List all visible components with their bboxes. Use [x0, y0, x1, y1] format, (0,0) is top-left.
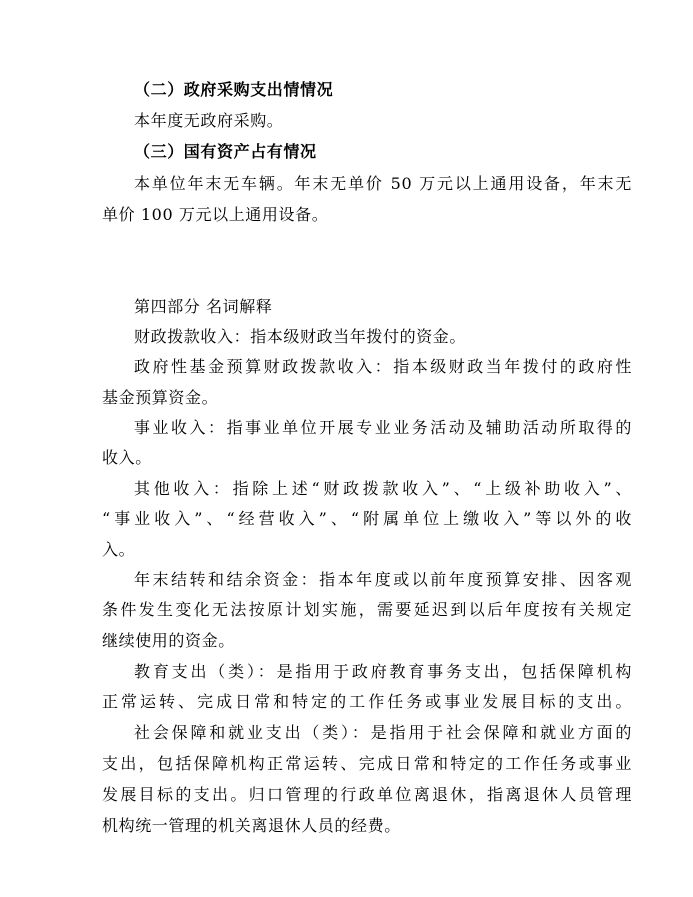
term-social-line2: 支出，包括保障机构正常运转、完成日常和特定的工作任务或事业 [102, 754, 632, 773]
term-gov-fund-line2: 基金预算资金。 [102, 388, 219, 407]
gov-procurement-body: 本年度无政府采购。 [134, 111, 284, 130]
term-other-line2: “事业收入”、“经营收入”、“附属单位上缴收入”等以外的收 [102, 509, 632, 528]
term-business-line1: 事业收入：指事业单位开展专业业务活动及辅助活动所取得的 [134, 418, 632, 437]
state-assets-body-line1: 本单位年末无车辆。年末无单价 50 万元以上通用设备，年末无 [134, 174, 632, 193]
gov-procurement-heading: （二）政府采购支出情情况 [134, 80, 334, 99]
term-carryover-line3: 继续使用的资金。 [102, 631, 235, 650]
state-assets-body-line2: 单价 100 万元以上通用设备。 [102, 205, 329, 224]
part-four-title: 第四部分 名词解释 [134, 297, 273, 316]
state-assets-heading: （三）国有资产占有情况 [134, 142, 317, 161]
term-business-line2: 收入。 [102, 448, 152, 467]
term-fiscal-appropriation: 财政拨款收入：指本级财政当年拨付的资金。 [134, 327, 467, 346]
term-carryover-line1: 年末结转和结余资金：指本年度或以前年度预算安排、因客观 [134, 570, 632, 589]
term-other-line1: 其他收入：指除上述“财政拨款收入”、“上级补助收入”、 [134, 479, 632, 498]
term-social-line1: 社会保障和就业支出（类）：是指用于社会保障和就业方面的 [134, 723, 632, 742]
term-education-line1: 教育支出（类）：是指用于政府教育事务支出，包括保障机构 [134, 662, 632, 681]
term-education-line2: 正常运转、完成日常和特定的工作任务或事业发展目标的支出。 [102, 692, 632, 711]
term-social-line4: 机构统一管理的机关离退休人员的经费。 [102, 816, 401, 835]
term-gov-fund-line1: 政府性基金预算财政拨款收入：指本级财政当年拨付的政府性 [134, 357, 632, 376]
term-social-line3: 发展目标的支出。归口管理的行政单位离退休，指离退休人员管理 [102, 785, 632, 804]
term-other-line3: 入。 [102, 540, 136, 559]
term-carryover-line2: 条件发生变化无法按原计划实施，需要延迟到以后年度按有关规定 [102, 600, 632, 619]
